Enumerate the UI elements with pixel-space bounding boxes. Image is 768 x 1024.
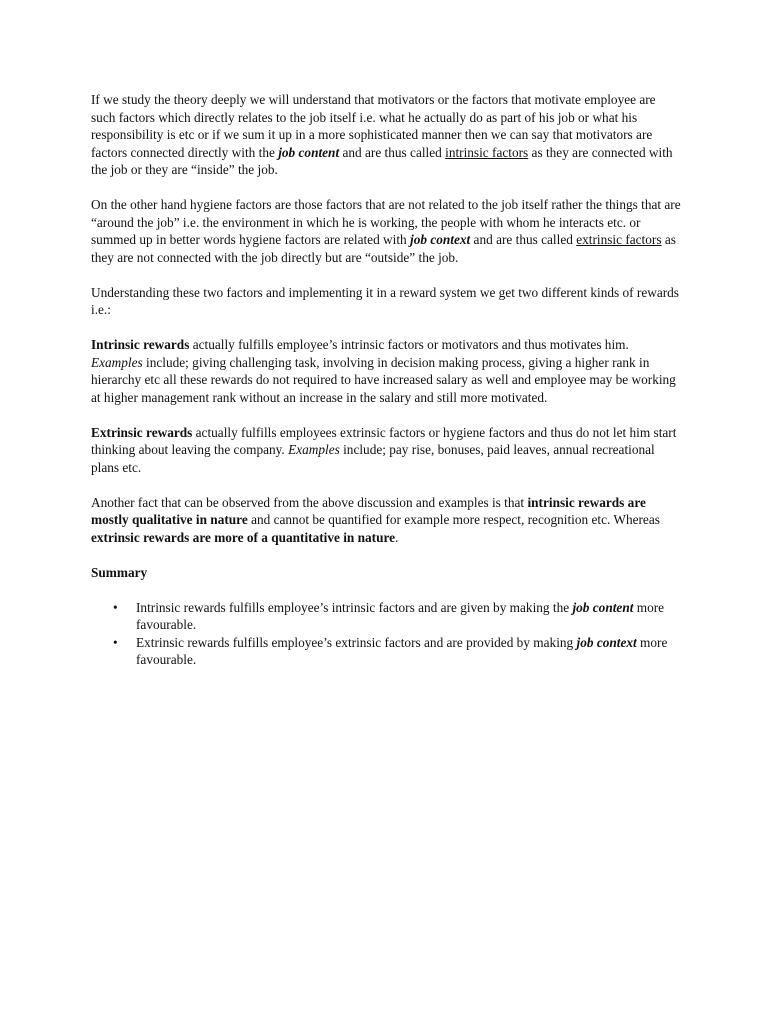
term-extrinsic-factors: extrinsic factors xyxy=(576,232,662,247)
term-intrinsic-rewards: Intrinsic rewards xyxy=(91,337,190,352)
text: as they are connected with the job or they are “inside” the job. xyxy=(91,144,673,177)
bullet-icon: • xyxy=(113,634,118,650)
text: more favourable. xyxy=(136,634,668,667)
paragraph-intrinsic-rewards xyxy=(91,336,681,406)
text: and are thus called xyxy=(339,144,446,160)
document-page xyxy=(91,91,681,669)
text: and are thus called xyxy=(470,232,577,247)
paragraph-qualitative-quantitative xyxy=(91,494,681,547)
term-extrinsic-rewards: Extrinsic rewards xyxy=(91,424,193,440)
text: and cannot be quantified for example more respect, recognition etc. Whereas xyxy=(247,512,660,527)
paragraph-two-rewards xyxy=(91,284,681,319)
emphasis-qualitative: intrinsic rewards are mostly qualitative in nature xyxy=(91,494,646,527)
text: actually fulfills employee’s intrinsic factors or motivators and thus motivates him. xyxy=(189,337,629,352)
text: Understanding these two factors and implementing it in a reward system we get two different kinds of rewards i.e.: xyxy=(91,284,679,317)
text: include; pay rise, bonuses, paid leaves, annual recreational plans etc. xyxy=(91,442,655,475)
list-item xyxy=(91,599,681,634)
paragraph-hygiene xyxy=(91,196,681,266)
emphasis-examples: Examples xyxy=(288,442,340,457)
text: include; giving challenging task, involving in decision making process, giving a higher rank in hierarchy etc all these rewards do not required to have increased salary as well and employee may be working at higher management rank without an increase in the salary and still more motivated. xyxy=(91,354,676,405)
text: On the other hand hygiene factors are those factors that are not related to the job itself rather the things that are “around the job” i.e. the environment in which he is working, the people with whom he interacts etc. or summed up in better words hygiene factors are related with xyxy=(91,197,681,247)
summary-heading: Summary xyxy=(91,564,148,580)
bullet-icon: • xyxy=(113,599,118,615)
emphasis-quantitative: extrinsic rewards are more of a quantitative in nature xyxy=(91,529,396,545)
emphasis-job-context: job context xyxy=(410,232,471,247)
emphasis-job-content: job content xyxy=(572,599,634,615)
emphasis-examples: Examples xyxy=(91,354,143,370)
paragraph-extrinsic-rewards xyxy=(91,424,681,477)
text: Intrinsic rewards fulfills employee’s intrinsic factors and are given by making the xyxy=(136,599,573,615)
text: If we study the theory deeply we will understand that motivators or the factors that motivate employee are such factors which directly relates to the job itself i.e. what he actually do as part of his job or what his responsibility is etc or if we sum it up in a more sophisticated manner then we can say that motivators are factors connected directly with the xyxy=(91,92,656,160)
text: . xyxy=(395,529,399,545)
emphasis-job-context: job context xyxy=(576,634,637,650)
paragraph-motivators xyxy=(91,91,681,179)
text: actually fulfills employees extrinsic factors or hygiene factors and thus do not let him start thinking about leaving the company. xyxy=(91,424,677,457)
text: as they are not connected with the job directly but are “outside” the job. xyxy=(91,232,676,265)
emphasis-job-content: job content xyxy=(278,144,340,160)
summary-list xyxy=(91,599,681,669)
text: more favourable. xyxy=(136,599,665,632)
term-intrinsic-factors: intrinsic factors xyxy=(445,144,529,160)
text: Another fact that can be observed from the above discussion and examples is that xyxy=(91,494,528,510)
text: Extrinsic rewards fulfills employee’s extrinsic factors and are provided by making xyxy=(136,634,577,650)
list-item xyxy=(91,634,681,669)
